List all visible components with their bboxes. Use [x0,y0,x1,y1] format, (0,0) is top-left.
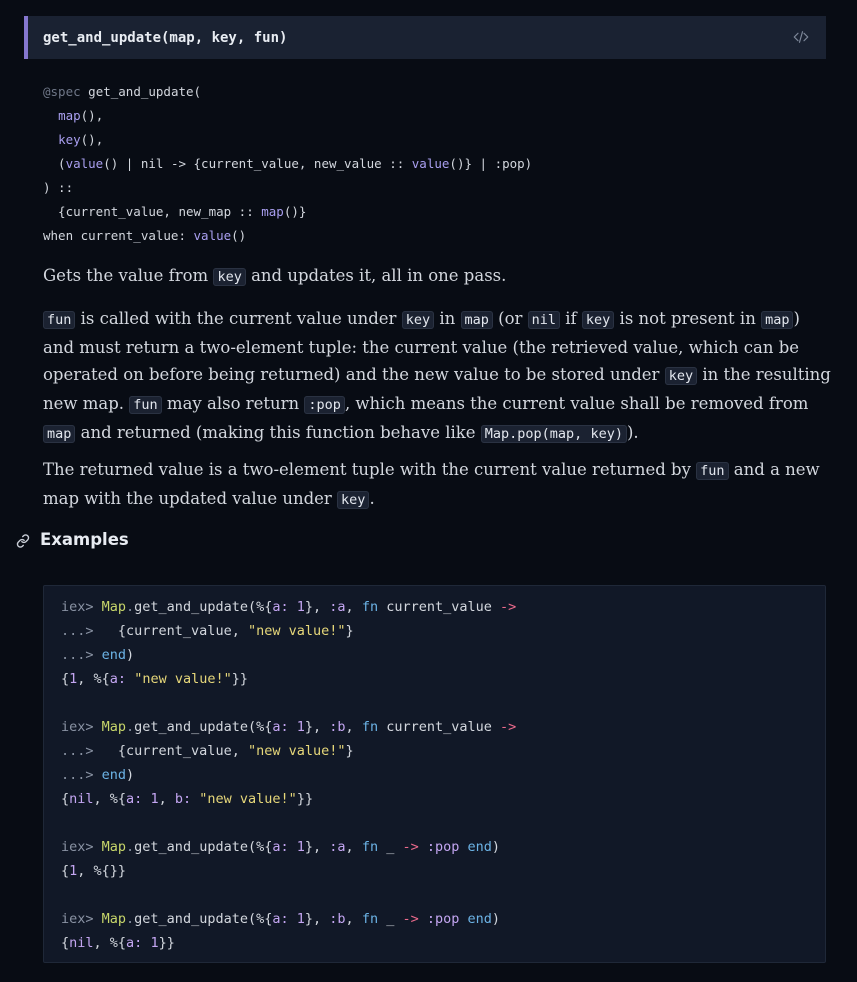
code-token [43,108,58,123]
code-line [61,859,825,883]
code-token: 1 [296,599,305,615]
code-token: ) [491,839,501,855]
paragraph-text: ) and must return a two-element tuple: the current value (the retrieved value, which can be operated on before being returned) and the new value to be stored under [43,309,800,384]
code-line [61,835,825,859]
code-token: Map [101,719,127,735]
code-token: () [231,228,247,243]
function-signature: get_and_update(map, key, fun) [43,29,288,46]
code-token: } [345,623,354,639]
code-token: map [58,108,81,123]
code-token: end [467,839,492,855]
code-token: key [58,132,81,147]
code-token: { [61,935,70,951]
code-token: , [345,599,362,615]
code-token: . [126,719,135,735]
examples-code-block[interactable] [43,585,826,963]
code-token: 1 [69,863,78,879]
code-token: _ [378,911,403,927]
code-token: :b [329,911,346,927]
code-token: :pop [426,839,460,855]
code-token [289,839,297,855]
code-token: ) [126,767,135,783]
code-token: end [101,647,127,663]
code-token: get_and_update(%{ [134,839,273,855]
code-token [459,911,467,927]
code-token: {current_value, new_map :: [43,204,262,219]
code-token: ( [43,156,66,171]
code-token: get_and_update( [80,84,202,99]
code-token: Map [101,839,127,855]
code-token: 1 [296,911,305,927]
code-token: value [411,156,450,171]
code-token: nil [69,935,94,951]
code-token: a: [272,839,289,855]
inline-code: key [582,311,614,329]
code-token: a: [272,911,289,927]
code-line [61,811,825,835]
code-line [61,667,825,691]
code-token: -> [402,839,419,855]
paragraph-text: and returned (making this function behave like [75,423,481,442]
code-token [459,839,467,855]
paragraph-text: The returned value is a two-element tuple with the current value returned by [43,460,697,479]
code-line [61,715,825,739]
code-line [61,619,825,643]
code-token: ) :: [43,180,74,195]
code-token: a: [109,671,127,687]
code-token: { [61,791,70,807]
code-token: 1 [296,719,305,735]
code-token: "new value!" [247,743,346,759]
code-token: . [126,839,135,855]
code-token: }, [304,839,330,855]
inline-code: map [761,311,793,329]
inline-code: Map.pop(map, key) [481,425,627,443]
code-token: b: [174,791,192,807]
code-token [289,911,297,927]
spec-line [43,224,532,248]
code-token: , [345,719,362,735]
code-token: ...> [61,743,118,759]
code-token [419,839,427,855]
code-token: "new value!" [247,623,346,639]
code-token: fn [361,719,379,735]
code-token [419,911,427,927]
paragraph-text: and updates it, all in one pass. [245,266,507,285]
code-icon[interactable] [792,28,810,46]
code-token: get_and_update(%{ [134,719,273,735]
code-line [61,787,825,811]
code-token: }, [304,911,330,927]
paragraph-text: if [560,309,582,328]
code-token: 1 [150,935,159,951]
paragraph-text: (or [492,309,528,328]
code-token: ()} [283,204,307,219]
paragraph-text: is called with the current value under [75,309,402,328]
code-line [61,739,825,763]
code-token: }, [304,719,330,735]
paragraph-text: may also return [161,394,305,413]
code-token: iex> [61,599,102,615]
code-line [61,883,825,907]
code-token: 1 [150,791,159,807]
code-line [61,763,825,787]
code-token [289,599,297,615]
spec-line [43,176,532,200]
inline-code: fun [43,311,75,329]
code-token: a: [126,935,143,951]
inline-code: nil [528,311,560,329]
type-spec [43,80,532,248]
code-token: end [101,767,127,783]
examples-heading [16,530,129,549]
inline-code: map [461,311,493,329]
code-token: (), [80,132,104,147]
code-token: :a [329,839,346,855]
inline-code: fun [696,462,728,480]
code-token: value [193,228,232,243]
code-token: :pop [426,911,460,927]
code-token: "new value!" [134,671,232,687]
code-token: , [158,791,175,807]
code-token: get_and_update(%{ [134,599,273,615]
function-header [24,16,826,59]
code-token: Map [101,911,127,927]
code-token: iex> [61,719,102,735]
code-token: }} [158,935,175,951]
spec-line [43,200,532,224]
code-line [61,691,825,715]
code-token [126,671,134,687]
examples-heading-text: Examples [40,530,129,549]
code-token: . [126,911,135,927]
spec-line [43,128,532,152]
paragraph-text: is not present in [614,309,762,328]
code-token [43,132,58,147]
inline-code: :pop [304,396,345,414]
paragraph-text: . [369,489,375,508]
code-token: ...> [61,767,102,783]
code-token: ...> [61,647,102,663]
link-icon[interactable] [16,533,30,547]
code-token: current_value [378,719,500,735]
code-token: ...> [61,623,118,639]
code-token: , %{ [93,791,127,807]
code-token: 1 [296,839,305,855]
paragraph-text: and a new map with the updated value under [43,460,820,508]
code-token: when current_value: [43,228,194,243]
code-token: a: [126,791,143,807]
code-token: }, [304,599,330,615]
code-token: -> [402,911,419,927]
paragraph-text: , which means the current value shall be removed from [344,394,809,413]
code-token: "new value!" [199,791,297,807]
code-token: , %{ [93,935,127,951]
code-token: ) [491,911,501,927]
code-token: nil [69,791,94,807]
code-token [289,719,297,735]
code-token: ) [126,647,135,663]
code-token: fn [361,839,379,855]
code-token: 1 [69,671,78,687]
code-line [61,643,825,667]
code-token: , %{ [77,671,110,687]
inline-code: key [213,268,245,286]
code-token: iex> [61,911,102,927]
code-line [61,907,825,931]
code-token: map [261,204,284,219]
doc-paragraph-fun [43,305,833,448]
paragraph-text: ). [626,423,639,442]
code-token: _ [378,839,403,855]
inline-code: fun [129,396,161,414]
code-token: iex> [61,839,102,855]
code-token: }} [231,671,249,687]
spec-line [43,152,532,176]
code-token: @spec [43,84,81,99]
code-token: { [61,863,70,879]
code-token: -> [500,599,517,615]
paragraph-text: in the resulting new map. [43,365,831,413]
paragraph-text: Gets the value from [43,266,214,285]
code-token: (), [80,108,104,123]
spec-line [43,80,532,104]
code-token: fn [361,911,379,927]
code-line [61,595,825,619]
code-token: , [345,839,362,855]
code-token: {current_value, [117,623,248,639]
code-token: , %{}} [77,863,127,879]
inline-code: key [337,491,369,509]
inline-code: map [43,425,75,443]
code-token: -> [500,719,517,735]
code-line [61,931,825,955]
code-token: get_and_update(%{ [134,911,273,927]
code-token: . [126,599,135,615]
inline-code: key [402,311,434,329]
code-token: end [467,911,492,927]
spec-line [43,104,532,128]
paragraph-text: in [434,309,461,328]
code-token: current_value [378,599,500,615]
code-token: { [61,671,70,687]
code-token: }} [296,791,314,807]
code-token: Map [101,599,127,615]
doc-paragraph-summary [43,262,833,291]
code-token: () | nil -> {current_value, new_value :: [103,156,412,171]
code-token: :b [329,719,346,735]
code-token: a: [272,599,289,615]
code-token: , [345,911,362,927]
code-token: :a [329,599,346,615]
code-token: } [345,743,354,759]
code-token: value [65,156,104,171]
code-token: ()} | :pop) [449,156,533,171]
code-token: a: [272,719,289,735]
code-token: fn [361,599,379,615]
doc-paragraph-return [43,456,833,514]
inline-code: key [665,367,697,385]
code-token: {current_value, [117,743,248,759]
